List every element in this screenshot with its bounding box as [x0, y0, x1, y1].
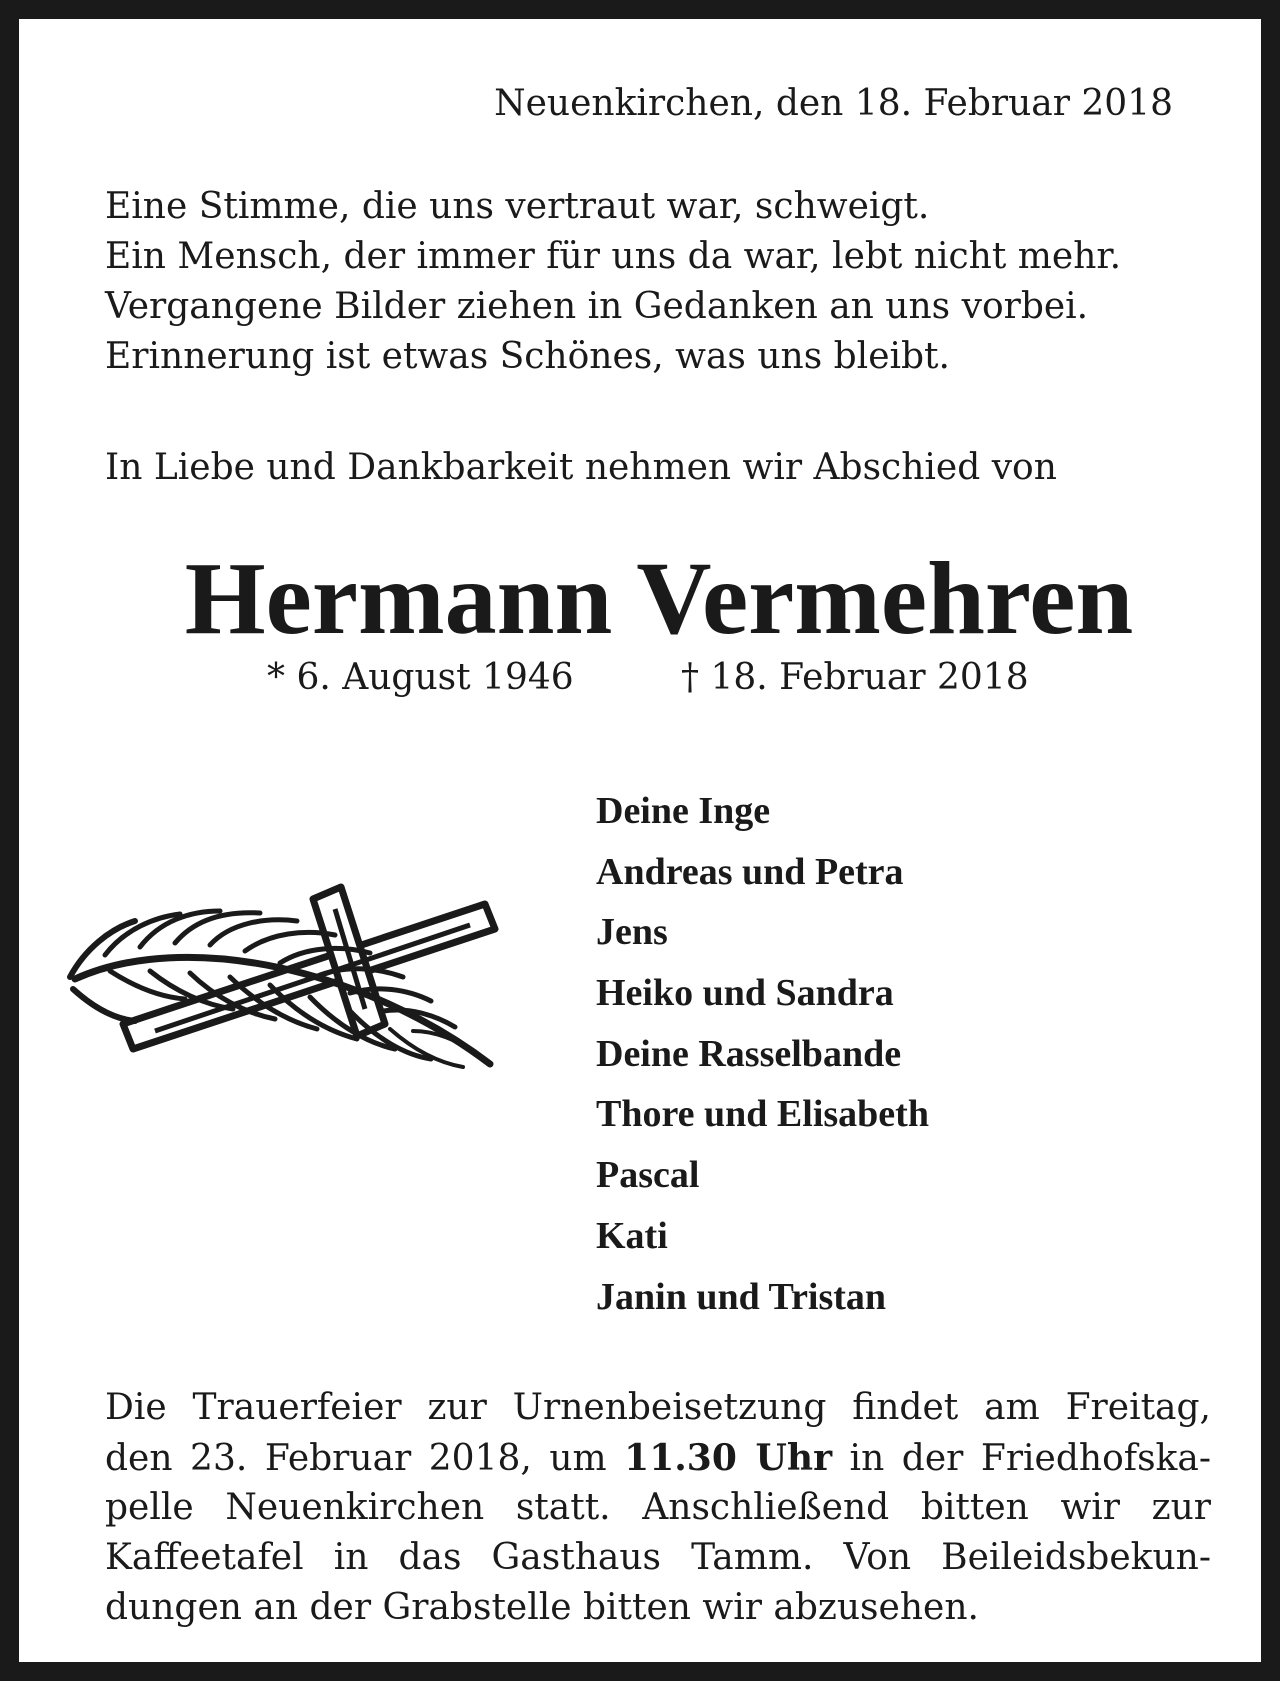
- ceremony-line: Kaffeetafel in das Gasthaus Tamm. Von Beileidsbekun-: [105, 1537, 1211, 1578]
- farewell-intro: In Liebe und Dankbarkeit nehmen wir Abschied von: [105, 447, 1057, 488]
- mourner-name: Jens: [596, 911, 668, 954]
- birth-date: * 6. August 1946: [267, 657, 574, 698]
- mourner-name: Heiko und Sandra: [596, 972, 894, 1015]
- poem-line: Vergangene Bilder ziehen in Gedanken an uns vorbei.: [105, 286, 1089, 327]
- ceremony-time: 11.30 Uhr: [624, 1437, 833, 1479]
- poem-line: Erinnerung ist etwas Schönes, was uns bleibt.: [105, 336, 950, 377]
- deceased-name: Hermann Vermehren: [184, 541, 1134, 656]
- ceremony-details: [105, 1383, 1211, 1633]
- death-date: † 18. Februar 2018: [681, 657, 1029, 698]
- ceremony-line: dungen an der Grabstelle bitten wir abzusehen.: [105, 1587, 979, 1628]
- place-date: Neuenkirchen, den 18. Februar 2018: [494, 83, 1173, 124]
- ceremony-line: Die Trauerfeier zur Urnenbeisetzung findet am Freitag,: [105, 1387, 1211, 1428]
- mourner-name: Janin und Tristan: [596, 1275, 887, 1318]
- mourner-name: Kati: [596, 1214, 668, 1257]
- mourner-name: Andreas und Petra: [596, 850, 904, 893]
- mourners-list: [596, 781, 929, 1327]
- ceremony-line: pelle Neuenkirchen statt. Anschließend bitten wir zur: [105, 1487, 1211, 1528]
- ceremony-text: den 23. Februar 2018, um: [105, 1438, 625, 1479]
- ceremony-text: in der Friedhofska-: [832, 1438, 1211, 1479]
- poem-line: Eine Stimme, die uns vertraut war, schweigt.: [105, 186, 930, 227]
- ceremony-line: [105, 1433, 1211, 1483]
- mourner-name: Pascal: [596, 1154, 700, 1197]
- cross-with-palm-branch-icon: [65, 859, 535, 1079]
- mourner-name: Thore und Elisabeth: [596, 1093, 929, 1136]
- poem: [105, 182, 1121, 382]
- poem-line: Ein Mensch, der immer für uns da war, lebt nicht mehr.: [105, 236, 1122, 277]
- mourner-name: Deine Rasselbande: [596, 1032, 902, 1075]
- mourner-name: Deine Inge: [596, 790, 771, 832]
